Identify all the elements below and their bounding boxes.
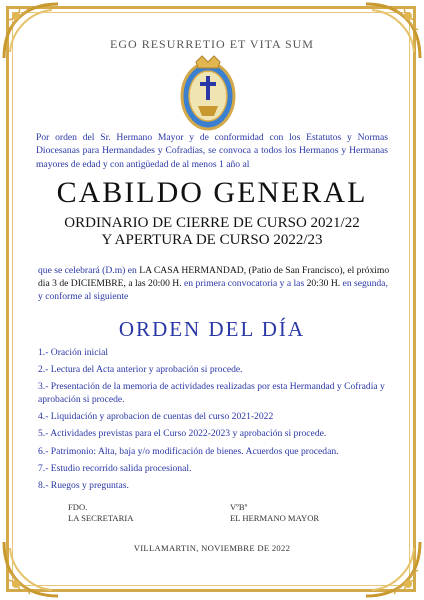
gold-corner-ornament-icon: [0, 0, 62, 62]
signature-hermano-mayor-line-2: EL HERMANO MAYOR: [230, 513, 320, 523]
motto-heading: EGO RESURRETIO ET VITA SUM: [110, 37, 314, 51]
subtitle-line-1: ORDINARIO DE CIERRE DE CURSO 2021/22: [64, 215, 360, 231]
agenda-item: 1.- Oración inicial: [38, 347, 109, 358]
agenda-heading: ORDEN DEL DÍA: [118, 317, 306, 341]
signature-secretary-line-2: LA SECRETARIA: [68, 513, 134, 523]
brotherhood-crest-icon: [178, 54, 238, 132]
details-part-3: en primera convocatoria y a las: [181, 278, 307, 290]
signature-hermano-mayor: [230, 502, 319, 524]
page-title: CABILDO GENERAL: [56, 176, 368, 209]
meeting-time-second: 20:30 H.: [306, 278, 341, 290]
agenda-item: 4.- Liquidación y aprobacion de cuentas del curso 2021-2022: [38, 411, 274, 423]
details-part-2: el próximo dia: [38, 265, 390, 290]
meeting-date: 3 de DICIEMBRE, a las 20:00 H.: [52, 278, 182, 290]
gold-corner-ornament-icon: [362, 0, 424, 62]
agenda-list: [38, 347, 392, 497]
convocation-intro: Por orden del Sr. Hermano Mayor y de conformidad con los Estatutos y Normas Diocesanas para Hermandades y Cofradías, se convoca a todos los Hermanos y Hermanas mayores de edad y con antigüedad de al menos 1 año al: [36, 132, 388, 170]
signature-secretary-line-1: FDO.: [68, 502, 88, 512]
details-part-1: que se celebrará (D.m) en: [38, 265, 140, 276]
place-date-footer: VILLAMARTIN, NOVIEMBRE DE 2022: [133, 543, 291, 553]
agenda-item: 6.- Patrimonio: Alta, baja y/o modificación de bienes. Acuerdos que procedan.: [38, 445, 339, 457]
agenda-item: 2.- Lectura del Acta anterior y aprobación si procede.: [38, 364, 243, 376]
subtitle-line-2: Y APERTURA DE CURSO 2022/23: [101, 232, 323, 248]
details-part-4: en segunda, y conforme al siguiente: [38, 278, 388, 303]
agenda-item: 7.- Estudio recorrido salida procesional.: [38, 462, 192, 474]
agenda-item: 5.- Actividades previstas para el Curso 2022-2023 y aprobación si procede.: [38, 428, 327, 440]
meeting-place: LA CASA HERMANDAD, (Patio de San Francisco),: [139, 265, 345, 276]
signature-secretary: [68, 502, 133, 524]
agenda-item: 3.- Presentación de la memoria de actividades realizadas por esta Hermandad y Cofradía y aprobación si procede.: [38, 381, 385, 405]
meeting-details: [38, 264, 390, 304]
signature-hermano-mayor-line-1: VºBº: [230, 502, 248, 512]
agenda-item: 8.- Ruegos y preguntas.: [38, 479, 129, 491]
